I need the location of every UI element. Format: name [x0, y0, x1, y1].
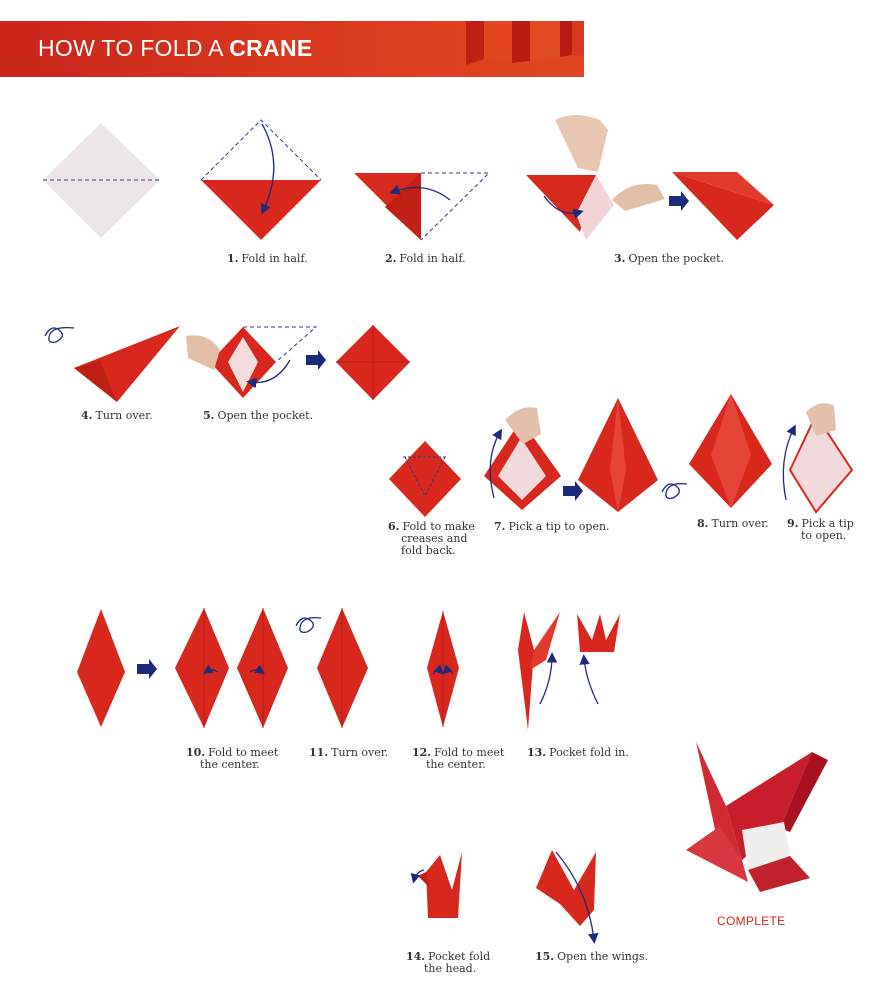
step-9-caption: 9. Pick a tip to open. — [787, 517, 854, 542]
step8-figure — [662, 394, 772, 508]
step9-figure — [783, 403, 852, 512]
step4-figure — [45, 326, 180, 402]
step15-figure — [536, 850, 596, 940]
step-10-caption: 10. Fold to meet the center. — [186, 746, 279, 771]
title-bold: CRANE — [229, 35, 313, 61]
step-13-caption: 13. Pocket fold in. — [527, 746, 629, 759]
title-prefix: HOW TO FOLD A — [38, 35, 223, 61]
step13-figure — [518, 612, 620, 730]
step0-paper — [43, 123, 160, 238]
step5-figure — [186, 325, 410, 400]
step-5-caption: 5. Open the pocket. — [203, 409, 314, 422]
step-1-caption: 1. Fold in half. — [227, 252, 308, 265]
step3-figure — [526, 115, 774, 240]
step2-figure — [354, 173, 489, 240]
step-6-caption: 6. Fold to make creases and fold back. — [388, 520, 475, 557]
step-15-caption: 15. Open the wings. — [535, 950, 649, 963]
step-12-caption: 12. Fold to meet the center. — [412, 746, 505, 771]
step6-figure — [389, 441, 461, 517]
step1-figure — [201, 120, 321, 240]
step-4-caption: 4. Turn over. — [81, 409, 153, 422]
step-2-caption: 2. Fold in half. — [385, 252, 466, 265]
step7-figure — [484, 398, 658, 512]
step-7-caption: 7. Pick a tip to open. — [494, 520, 610, 533]
step10-figure — [77, 608, 288, 728]
step-8-caption: 8. Turn over. — [697, 517, 769, 530]
step14-figure — [414, 852, 462, 918]
step11-figure — [296, 608, 368, 728]
complete-crane — [686, 742, 828, 892]
step-11-caption: 11. Turn over. — [309, 746, 389, 759]
step-3-caption: 3. Open the pocket. — [614, 252, 725, 265]
step12-figure — [427, 611, 459, 727]
complete-label: COMPLETE — [717, 914, 786, 928]
step-14-caption: 14. Pocket fold the head. — [406, 950, 491, 975]
